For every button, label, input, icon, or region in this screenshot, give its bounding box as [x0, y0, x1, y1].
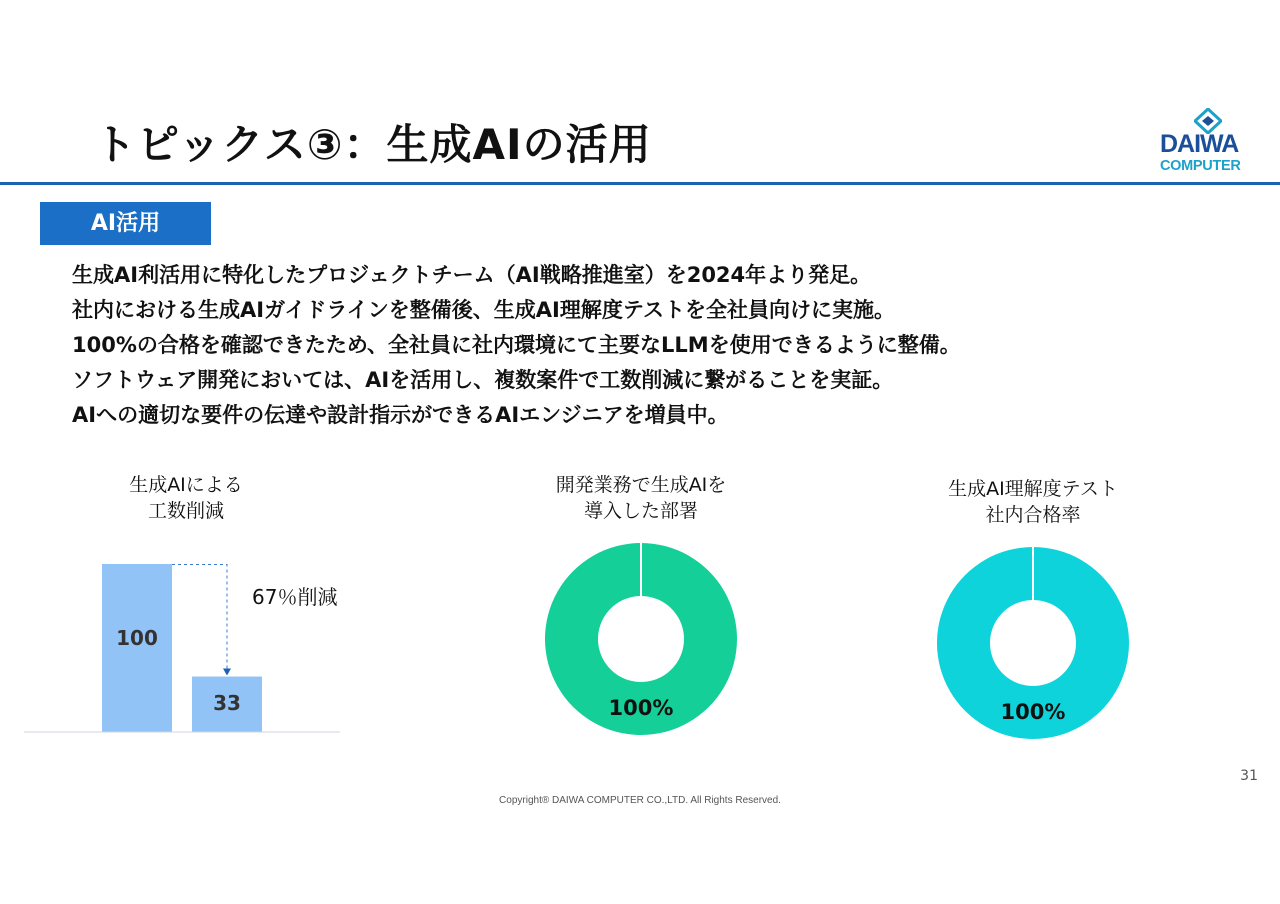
- logo-word-daiwa: DAIWA: [1160, 130, 1239, 158]
- donut-chart-1-title-line: 導入した部署: [583, 500, 698, 522]
- bar-chart: [24, 540, 354, 740]
- bar-value-label: 100: [116, 626, 158, 651]
- bar-chart-title-line: 生成AIによる: [129, 474, 243, 496]
- section-tag: AI活用: [40, 202, 211, 245]
- donut-value-label: 100%: [1000, 700, 1066, 724]
- logo-word-computer: COMPUTER: [1160, 158, 1241, 174]
- body-line: ソフトウェア開発においては、AIを活用し、複数案件で工数削減に繋がることを実証。: [72, 368, 894, 392]
- donut-chart-1-title: [516, 472, 766, 524]
- donut-chart-2-title-line: 生成AI理解度テスト: [948, 478, 1118, 500]
- body-line: 社内における生成AIガイドラインを整備後、生成AI理解度テストを全社員向けに実施。: [72, 298, 896, 322]
- daiwa-computer-logo: [1158, 108, 1262, 178]
- donut-value-label: 100%: [608, 696, 674, 720]
- body-line: 生成AI利活用に特化したプロジェクトチーム（AI戦略推進室）を2024年より発足。: [72, 263, 872, 287]
- bar-chart-title-line: 工数削減: [147, 500, 224, 522]
- page-number: 31: [1240, 768, 1258, 784]
- reduction-annotation: 67％削減: [252, 585, 338, 609]
- copyright: Copyright® DAIWA COMPUTER CO.,LTD. All Rights Reserved.: [499, 795, 781, 806]
- title-divider: [0, 182, 1280, 185]
- donut-chart-2: [932, 542, 1134, 744]
- bar-value-label: 33: [213, 690, 241, 715]
- arrow-down-icon: [223, 669, 231, 676]
- donut-chart-2-title: [908, 476, 1158, 528]
- body-line: 100%の合格を確認できたため、全社員に社内環境にて主要なLLMを使用できるように整備。: [72, 333, 961, 357]
- body-text: [72, 258, 1222, 433]
- donut-chart-2-title-line: 社内合格率: [985, 504, 1081, 526]
- slide-title: トピックス③：生成AIの活用: [94, 120, 652, 169]
- body-line: AIへの適切な要件の伝達や設計指示ができるAIエンジニアを増員中。: [72, 403, 729, 427]
- reduction-connector: [172, 565, 227, 671]
- bar-chart-title: [86, 472, 286, 524]
- donut-chart-1: [540, 538, 742, 740]
- donut-chart-1-title-line: 開発業務で生成AIを: [555, 474, 727, 496]
